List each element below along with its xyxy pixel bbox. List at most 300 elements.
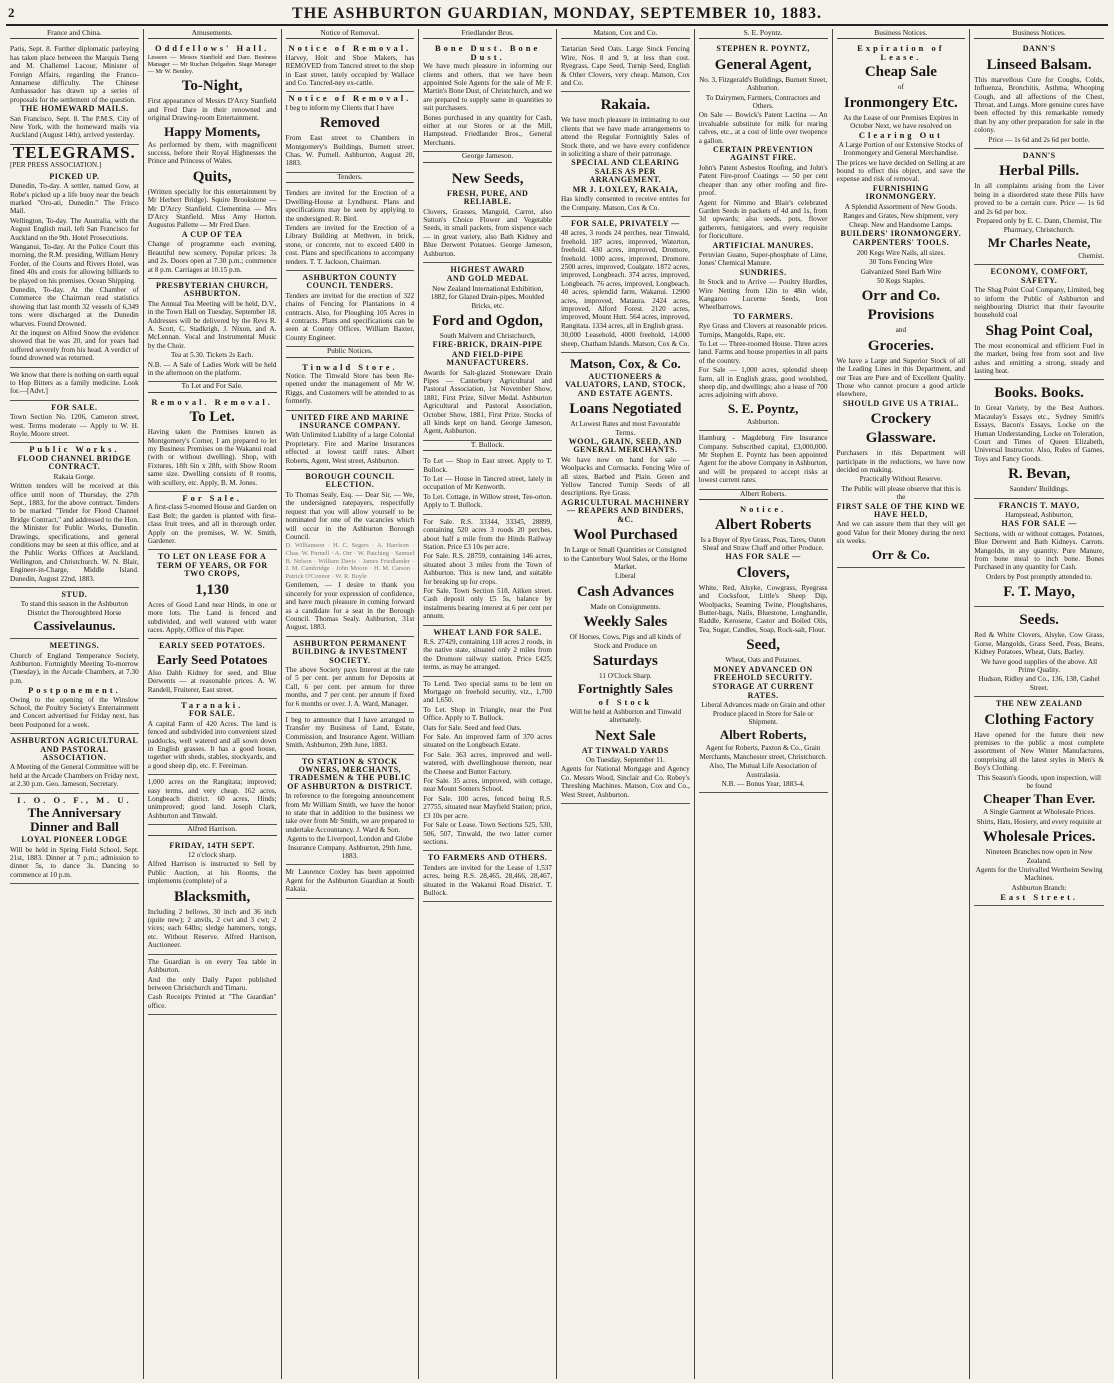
ad-presbyterian — [148, 279, 277, 382]
ad-text: This Season's Goods, upon inspection, will be found — [977, 773, 1101, 790]
ad-title: Saturdays — [592, 652, 658, 669]
ad-title: Clovers, — [736, 564, 790, 581]
columns — [6, 29, 1108, 1379]
ad-text: Will be held at Ashburton and Tinwald alternately. — [569, 707, 682, 725]
ad-bullock-tolet — [423, 454, 552, 514]
ad-text: For Sale. 363 acres, improved and well-watered, with dwellinghouse thereon, near the Cheese and Butter Factory. — [423, 750, 552, 776]
ad-title: General Agent, — [714, 56, 812, 73]
ad-text: Tenders are invited for the Erection of a Dwelling-House at Lyndhurst. Plans and specifications may be seen by applying to the undersigned. R. Bird. — [285, 189, 415, 223]
ad-text: This marvellous Cure for Coughs, Colds, Influenza, Bronchitis, Asthma, Whooping Cough, and all affections of the Chest, Throat, and Lungs. More genuine cures have been effected by this remarkable remedy than by any other preparation for sale in the colony. — [974, 75, 1104, 135]
ad-title: Early Seed Potatoes — [156, 651, 268, 667]
ad-shag-point-coal — [974, 265, 1104, 380]
ad-subheading: HAS FOR SALE — — [1001, 519, 1077, 529]
ad-blacksmith-auction — [148, 839, 277, 955]
ad-text: Tenders are invited for the Erection of a Library Building at Methven, in brick, stone, or concrete, not to exceed £400 in cost. Plans and specifications to accompany tenders. T. T. Jackson, Chairman. — [285, 223, 415, 266]
ad-text: To Let — Shop in East street. Apply to T. Bullock. — [423, 457, 552, 474]
ad-title: Cash Advances — [576, 583, 674, 600]
horse-name: Cassivelaunus. — [33, 618, 116, 634]
ad-text: Is a Buyer of Rye Grass, Peas, Tares, Oaten Sheaf and Straw Chaff and other Produce. — [700, 535, 826, 552]
ad-heading: Removal. Removal. — [151, 396, 273, 407]
ad-title: Albert Roberts, — [719, 727, 807, 743]
column-4 — [419, 29, 557, 1379]
ad-private-sale — [561, 217, 690, 353]
ad-heading: ECONOMY, COMFORT, SAFETY. — [990, 267, 1088, 285]
ad-subheading: AND FIELD-PIPE MANUFACTURERS. — [446, 349, 529, 368]
ad-text: Peruvian Guano, Super-phosphate of Lime, Jones' Chemical Manure. — [698, 250, 828, 268]
ad-text: To Dairymen, Farmers, Contractors and Others. — [705, 93, 821, 111]
ad-text: A Meeting of the General Committee will be held at the Arcade Chambers on Friday next, at 2.30 p.m. Geo. Jameson, Secretary. — [10, 763, 139, 789]
ad-subheading: TO FARMERS. — [733, 311, 794, 321]
ad-title: New Seeds, — [451, 170, 524, 187]
ad-text: Purchasers in this Department will participate in the reductions, we have now decided on making. — [836, 449, 966, 474]
ad-text: Liberal — [614, 572, 636, 581]
ad-title: Matson, Cox, & Co. — [570, 356, 681, 371]
ad-subheading: FIRST SALE OF THE KIND WE HAVE HELD, — [836, 501, 966, 520]
section-heading: To Let and For Sale. — [148, 382, 277, 392]
column-1 — [6, 29, 144, 1379]
ad-subheading: FLOOD CHANNEL BRIDGE CONTRACT. — [17, 453, 132, 472]
ad-text: The Shag Point Coal Company, Limited, beg to inform the Public of Ashburton and neighbouring District that their favourite household coal — [974, 286, 1104, 320]
ad-text: We have a Large and Superior Stock of all the Leading Lines in this Department, and our Teas are Pure and of Excellent Quality. Those who cannot procure a good article elsewhere, — [836, 356, 966, 399]
ad-heading: TO LET ON LEASE FOR A TERM OF YEARS, OR FOR TWO CROPS, — [156, 552, 268, 579]
ad-text: 50 Kegs Staples. — [876, 276, 925, 285]
ad-subheading: WOOL, GRAIN, SEED, AND GENERAL MERCHANTS. — [568, 437, 682, 455]
ad-text: To Thomas Sealy, Esq. — Dear Sir, — We, the undersigned ratepayers, respectfully request that you will allow yourself to be nominated for one of the vacancies which will occur in the Ashburton Borough Council. — [285, 490, 415, 541]
ad-coxley — [286, 865, 415, 898]
ad-hamburg-insurance — [699, 431, 828, 489]
ad-text: Notice. The Tinwald Store has been Re-opened under the management of Mr W. Riggs, and Customers will be attended to as formerly. — [285, 372, 415, 406]
ad-text: A Splendid Assortment of New Goods. — [844, 202, 957, 211]
ad-subheading: Rakaia Gorge. — [53, 472, 96, 481]
ad-title: Herbal Pills. — [999, 163, 1080, 180]
article-text: Wellington, To-day. The Australia, with the August English mail, left San Francisco for Auckland on the 9th. Hotel Prosecutions. — [10, 216, 139, 242]
ad-public-works — [10, 443, 139, 588]
ad-title: Cheap Sale — [864, 64, 937, 81]
ad-text: I beg to inform my Clients that I have — [285, 103, 395, 112]
ad-guardian — [148, 955, 277, 1015]
ad-dann-balsam — [974, 42, 1104, 149]
ad-title: Seeds. — [1019, 612, 1059, 629]
ad-title: Linseed Balsam. — [986, 56, 1092, 73]
press-association: [PER PRESS ASSOCIATION.] — [10, 161, 102, 170]
ad-text: Change of programme each evening. Beautiful new scenery. Popular prices: 3s and 2s. Doors open at 7.30 p.m.; commence at 8 p.m. Carriages at 10.15 p.m. — [147, 240, 277, 274]
ad-for-sale-acres — [148, 775, 277, 825]
ad-subheading: HAS FOR SALE — — [725, 552, 801, 562]
ad-title: Groceries. — [867, 337, 934, 354]
ad-rakaia — [561, 92, 690, 216]
ad-text: Town Section No. 1206, Cameron street, west. Terms moderate — Apply to W. H. Royle, Moore street. — [10, 413, 139, 439]
ad-title: Quits, — [192, 168, 232, 185]
ad-seeds-hudson — [974, 607, 1104, 697]
ad-text: For Sale or Lease. Town Sections 525, 530, 506, 507, Tinwald, the two latter corner sections. — [423, 821, 552, 846]
article-text: Dunedin, To-day. A settler, named Gow, at Robe's picked up a life buoy near the beach marked "Oro-ati, Dunedin." The Frisco Mail. — [10, 182, 139, 216]
ad-text: Hudson, Ridley and Co., 136, 138, Cashel Street. — [978, 675, 1100, 692]
column-2 — [144, 29, 282, 1379]
ad-heading: WHEAT LAND FOR SALE. — [433, 627, 542, 637]
article-text: San Francisco, Sept. 8. The P.M.S. City of New York, with the homeward mails via Auckland (August 14th), arrived yesterday. — [10, 114, 139, 140]
ad-mayo — [974, 499, 1104, 608]
ad-text: Tenders are invited for the Lease of 1,537 acres, being R.S. 28,465, 28,466, 28,467, situated in the Wakanui Road District. T. Bullock. — [423, 863, 552, 897]
ad-text: Owing to the opening of the Winslow School, the Poultry Society's Entertainment and Concert advertised for Friday next, has been Postponed for a week. — [10, 695, 139, 729]
ad-heading: EARLY SEED POTATOES. — [159, 641, 266, 651]
ad-text: To Let — House in Tancred street, lately in occupation of Mr Kenworth. — [423, 475, 552, 492]
ad-dann-pills — [974, 149, 1104, 265]
ad-for-sale-house — [148, 492, 277, 550]
ad-text: Tenders are invited for the erection of 322 chains of Fencing for Plantations in 4 contracts. Also, for Ploughing 105 Acres in 4 contracts. Plans and specifications can be seen at County Offices. William Baxter, County Engineer. — [285, 291, 415, 342]
ad-for-sale — [10, 401, 139, 444]
ad-title: The Anniversary Dinner and Ball — [27, 805, 122, 835]
ad-clothing-factory — [974, 697, 1104, 906]
ad-title: Clothing Factory — [984, 711, 1094, 728]
ad-title: Ford and Ogdon, — [432, 312, 543, 329]
ad-heading: Postponement. — [28, 685, 121, 696]
ad-heading: Notice of Removal. — [288, 93, 412, 104]
ad-text: Awards for Salt-glazed Stoneware Drain Pipes — Canterbury Agricultural and Pastoral Association, 1st November Show, 1881, First Prize, Silver Medal. Ashburton Agricultural and Pastoral Association, October Show, 1881, First Prize. Stocks of all kinds kept on hand. George Jameson, Agent, Ashburton. — [423, 368, 552, 436]
ad-subheading: East Street. — [1000, 892, 1079, 903]
ad-title: Ironmongery Etc. — [843, 94, 958, 111]
ad-united-insurance — [286, 411, 415, 470]
ad-county-council — [286, 271, 415, 347]
ad-heading: Public Works. — [29, 444, 120, 455]
ad-poyntz — [699, 42, 828, 431]
ad-text: To Let — Three-roomed House. Three acres land. Farms and house properties in all parts of the country. — [698, 340, 828, 365]
column-heading: Amusements. — [148, 29, 277, 39]
article-text: We know that there is nothing on earth equal to Hop Bitters as a family medicine. Look for.—[Advt.] — [10, 370, 139, 396]
ad-text: South Malvern and Christchurch, — [439, 331, 536, 340]
ad-heading: Notice of Removal. — [288, 43, 412, 54]
ad-title: Provisions — [867, 307, 935, 324]
signatories-list: D. Williamson · H. C. Segers · A. Harrison · Chas. W. Purnell · A. Orr · W. Patching · Samuel B. Nelson · William Davis · James Friedlander · J. M. Cambridge · John Moore · H. M. Carson · Patrick O'Connor · W. R. Boyle — [285, 542, 415, 580]
section-heading: Tenders. — [286, 173, 415, 183]
ad-text: A first-class 5-roomed House and Garden on East Belt; the garden is planted with first-class fruit trees, and all in thorough order. Apply on the premises, W. W. Smith, Gardener. — [147, 503, 277, 546]
section-heading: Albert Roberts. — [699, 490, 828, 500]
news-telegrams — [10, 170, 139, 368]
ad-heading: FRIDAY, 14TH SEPT. — [169, 840, 255, 850]
ad-title: Rakaia. — [600, 97, 651, 114]
ad-heading: Taranaki. — [180, 699, 244, 710]
column-heading: Business Notices. — [974, 29, 1104, 39]
ad-text: Bones purchased in any quantity for Cash, either at our Stores or at the Mill, Hampstead. Friedlander Bros., General Merchants. — [423, 113, 552, 147]
ad-heading: FRANCIS T. MAYO, — [998, 500, 1080, 510]
ad-heading: ASHBURTON PERMANENT BUILDING & INVESTMENT SOCIETY. — [292, 638, 408, 665]
ad-text: With Unlimited Liability of a large Colonial Proprietary. Fire and Marine Insurances effected at lowest tariff rates. Albert Roberts, Agent, West street, Ashburton. — [285, 431, 415, 465]
ad-text: Agents to the Liverpool, London and Globe Insurance Company. Ashburton, 29th June, 1883. — [286, 835, 413, 861]
ad-borough-election — [286, 470, 415, 637]
ad-title: Blacksmith, — [173, 888, 251, 905]
ad-removal-to-let — [148, 396, 277, 492]
ad-bullock-misc — [423, 677, 552, 852]
ad-orr-ironmongery — [837, 42, 966, 567]
ad-subheading: SUNDRIES. — [739, 267, 787, 277]
ad-text: Price — 1s 6d and 2s 6d per bottle. — [988, 135, 1090, 144]
ad-text: Wheat, Oats and Potatoes. — [725, 656, 801, 665]
ad-text: Having taken the Premises known as Montgomery's Corner, I am prepared to let my Business Premises on the Wakanui road (with or without dwelling). Shop, with Fixtures, 18ft 6in x 28ft, with Show Room same size. Dwelling consists of 8 rooms, with scullery, etc. Apply, B. M. Jones. — [147, 428, 277, 487]
ad-text: Clovers, Grasses, Mangold, Carrot, also Sutton's Choice Flower and Vegetable Seeds, in small packets, from sixpence each — in great variety, also Bath Kidney and Blue Derwent Potatoes. George Jameson, Ashburton. — [423, 207, 552, 258]
ad-text: Liberal Advances made on Grain and other Produce placed in Store for Sale or Shipment. — [701, 701, 825, 726]
ad-heading: Expiration of Lease. — [857, 43, 945, 62]
ad-text: Agent for Roberts, Paxton & Co., Grain Merchants, Manchester street, Christchurch. — [699, 744, 827, 761]
ad-text: To Let. Shop in Triangle, near the Post Office. Apply to T. Bullock. — [423, 705, 552, 723]
ad-text: Ashburton. — [747, 417, 780, 426]
ad-subheading: MONEY ADVANCED ON FREEHOLD SECURITY. — [713, 664, 813, 682]
ad-text: A Large Portion of our Extensive Stocks of Ironmongery and General Merchandise. — [838, 140, 963, 158]
ad-text: We have much pleasure in intimating to our clients that we have made arrangements to attend the Regular Fortnightly Sales of Stock there, and we have every confidence in soliciting a share of their patronage. — [561, 116, 690, 159]
ad-albert-roberts — [699, 503, 828, 793]
ad-text: The most economical and efficient Fuel in the market, being free from soot and live ashes and emitting a strong, steady and lasting heat. — [974, 341, 1104, 375]
ad-ford-ogdon — [423, 263, 552, 441]
ad-title: Albert Roberts — [715, 516, 812, 533]
ad-text: Ashburton Branch: — [1011, 883, 1067, 892]
ad-text: (Written specially for this entertainment by Mr Herbert Bridge). Squire Brookstone — Mr D'Arcy Stanfield. Clementina — Mrs D'Arcy Stanfield. Miss Amy Horton. Augustus Pallette — Mr Fred Dare. — [147, 187, 277, 230]
ad-text: Agent for Nimmo and Blair's celebrated Garden Seeds in packets of 4d and 1s, from 3d upwards; also seeds, pots, flower gatherers, fumigators, and every requisite for floriculture. — [698, 198, 828, 241]
ad-title: To-Night, — [181, 78, 243, 95]
ad-heading: PRESBYTERIAN CHURCH, ASHBURTON. — [156, 280, 269, 299]
ad-heading: DANN'S — [1022, 44, 1056, 54]
ad-text: 30,000 Leasehold, 4000 freehold, 14,000 sheep, Chatham Islands. Matson, Cox & Co. — [561, 331, 690, 348]
column-heading: France and China. — [10, 29, 139, 39]
ad-text: N.B. — Bonus Year, 1883-4. — [721, 780, 805, 789]
ad-text: In Stock and to Arrive — Poultry Hurdles, Wire Netting from 12in to 48in wide, Kangaroo Lucerne Seeds, Iron Wheelbarrows. — [698, 278, 828, 312]
ad-subheading: FIRE-BRICK, DRAIN-PIPE — [432, 340, 543, 350]
ad-heading: For Sale. — [182, 493, 242, 504]
ad-heading: AND GOLD MEDAL — [446, 274, 529, 284]
ad-text: New Zealand International Exhibition, 1882, for Glazed Drain-pipes, Moulded Bricks, etc. — [430, 284, 545, 310]
ad-text: Harvey, Hoit and Shoe Makers, has REMOVED from Tancred street to the shop in East street, lately occupied by Wallace and Co. Tancred-ney ex-cattle. — [285, 53, 415, 88]
ad-stud — [10, 588, 139, 639]
ad-text: John's Patent Asbestos Roofing, and John's Patent Fire-proof Coatings — 50 per cent cheaper than any other roofing and fire-proof. — [698, 163, 828, 198]
ad-removed — [286, 92, 415, 172]
ad-title: Loans Negotiated — [569, 401, 682, 418]
ad-text: A Single Garment at Wholesale Prices. — [983, 808, 1096, 817]
ad-text: To stand this season in the Ashburton District the Thoroughbred Horse — [20, 600, 129, 617]
ad-heading: HIGHEST AWARD — [450, 264, 525, 274]
ad-tenders — [286, 186, 415, 271]
ad-text: Have opened for the future their new premises to the public a most complete assortment of New Winter Manufactures, comprising all the latest styles in Men's & Boy's Clothing. — [974, 730, 1104, 773]
ad-lease — [148, 550, 277, 639]
article-heading: THE HOMEWARD MAILS. — [20, 104, 129, 114]
ad-text: Written tenders will be received at this office until noon of Thursday, the 27th Sept., 1883, for the above contract. Tenders to be marked "Tender for Flood Channel Bridge Contract," and addressed to the Hon. the Minister for Public Works, Dunedin. Drawings, specifications, and general conditions may be seen at this office, and at the Public Works Offices at Auckland, Wellington, and Christchurch. W. N. Blair, Engineer-in-Charge, Middle Island. Dunedin, August 22nd, 1883. — [10, 482, 139, 583]
ad-subheading: SPECIAL AND CLEARING SALES AS PER ARRANGEMENT. — [571, 158, 680, 185]
ad-text: For Sale. R.S. 33344, 33345, 28899, containing 520 acres 3 roods 20 perches, about half a mile from the Hinds Railway Station. Price £3 10s per acre. — [423, 517, 552, 551]
ad-text: From East street to Chambers in Montgomery's Buildings, Burnett street. Chas. W. Purnell. Ashburton, August 20, 1883. — [285, 134, 415, 168]
ad-title: Wholesale Prices. — [982, 829, 1096, 846]
news-france — [10, 42, 139, 144]
ad-text: Of Horses, Cows, Pigs and all kinds of Stock and Produce on — [569, 633, 682, 650]
section-heading: Alfred Harrison. — [148, 825, 277, 835]
ad-text: 48 acres, 3 roods 24 perches, near Tinwald, freehold. 187 acres, improved, Waterton, freehold. 430 acres, improved, Dromore, freehold. 1000 acres, improved, Dromore. 2500 acres, improved, Coalgate. 1872 acres, improved, Longbeach. 374 acres, improved, Longbeach. 76 acres, improved, Longbeach. 40 acres, splendid farm, Wakanui. 12900 acres, improved, Mataura. 2424 acres, improved, Alford Forest. 2120 acres, improved, Mount Hutt. 564 acres, improved, Rangitata. 1334 acres, all in English grass. — [561, 229, 690, 330]
ad-subheading: AGRICULTURAL MACHINERY — REAPERS AND BINDERS, &C. — [561, 497, 690, 524]
ad-heading: TO FARMERS AND OTHERS. — [427, 853, 548, 863]
ad-text: Alfred Harrison is instructed to Sell by Public Auction, at his Rooms, the implements (complete) of a — [147, 860, 277, 886]
ad-text: The above Society pays Interest at the rate of 5 per cent. per annum for Deposits at Call, 6 per cent. per annum for three months, and 7 per cent. per annum if fixed for 6 months or over. J. A. Ward, Manager. — [285, 665, 415, 708]
ad-subheading: MR J. LOXLEY, RAKAIA, — [572, 184, 679, 194]
ad-text: Has kindly consented to receive entries for the Company. Matson, Cox & Co. — [561, 195, 690, 212]
ad-text: Lessees — Messrs Stanfield and Dare. Business Manager — Mr Ruchan Delgadon. Stage Manager — Mr W. Bentley. — [147, 53, 277, 76]
ad-text: For Sale. 35 acres, improved, with cottage, near Mount Somers School. — [423, 777, 552, 794]
ad-text: Red & White Clovers, Alsyke, Cow Grass, Gorse, Mangolds, Grass Seed, Peas, Beans, Kidney Potatoes, Wheat, Oats, Barley. — [974, 631, 1104, 657]
ad-text: On Tuesday, September 11. — [585, 755, 665, 764]
ad-text: R.S. 27429, containing 118 acres 2 roods, in the native state, situated only 2 miles from the Dromore railway station. Price £425; terms, as may be arranged. — [423, 637, 552, 672]
ad-heading: FOR SALE. — [51, 402, 98, 412]
ad-heading: Bone Dust. Bone Dust. — [435, 43, 541, 62]
ad-text: N.B. — A Sale of Ladies Work will be held in the afternoon on the platform. — [147, 360, 277, 377]
column-6 — [695, 29, 833, 1379]
acres-figure: 1,130 — [195, 581, 229, 598]
ad-heading: FOR SALE, PRIVATELY — — [571, 218, 680, 228]
ad-text: I beg to announce that I have arranged to Transfer my Business of Land, Estate, Commission, and Insurance Agent. William Smith. Ashburton, 29th June, 1883. — [285, 715, 415, 750]
ad-text: Shirts, Hats, Hosiery, and every requisite at — [976, 817, 1102, 826]
ad-transfer — [286, 713, 415, 755]
ad-bullock-sales — [423, 515, 552, 626]
column-8 — [970, 29, 1108, 1379]
ad-subheading: of Stock — [598, 697, 653, 708]
ad-heading: ASHBURTON AGRICULTURAL AND PASTORAL ASSOCIATION. — [10, 736, 139, 763]
ad-text: Practically Without Reserve. — [859, 475, 943, 484]
ad-farmers-lease — [423, 851, 552, 902]
ad-text: of — [897, 83, 904, 92]
ad-bone-dust — [423, 42, 552, 152]
ad-title: Glassware. — [865, 430, 936, 447]
ad-title: Shag Point Coal, — [985, 322, 1093, 339]
ad-dinner-ball — [10, 794, 139, 884]
ad-text: To Lend. Two special sums to be lent on Mortgage on freehold security, viz., 1,700 and 1,650. — [423, 679, 552, 705]
ad-text: Cash Receipts Printed at "The Guardian" office. — [147, 993, 277, 1010]
ad-text: The Annual Tea Meeting will be held, D.V., in the Town Hall on Tuesday, September 18. Addresses will be delivered by the Revs R. A. Scott, C. Stadkrigh, J. Nixon, and A. McLennan. Vocal and Instrumental Music by the Choir. — [147, 299, 277, 350]
ad-text: Galvanized Steel Barb Wire — [860, 267, 942, 276]
ad-subheading: SHOULD GIVE US A TRIAL. — [842, 398, 959, 408]
ad-text: The Guardian is on every Tea table in Ashburton. — [147, 957, 277, 975]
ad-text: Including 2 bellows, 30 inch and 36 inch (quite new); 2 anvils, 2 cwt and 3 cwt; 2 vices; each 64lbs; sledge hammers, tongs, etc. Without Reserve. Alfred Harrison, Auctioneer. — [147, 907, 277, 950]
column-heading: Matson, Cox and Co. — [561, 29, 690, 39]
ad-text: No. 3, Fitzgerald's Buildings, Burnett Street, Ashburton. — [699, 75, 828, 93]
ad-text: For Sale. Town Section 518, Aitken street. Cash deposit only £5 5s, balance by instalments bearing interest at 6 per cent per annum. — [423, 586, 552, 621]
ad-title: S. E. Poyntz, — [727, 400, 799, 416]
ad-title: Happy Moments, — [164, 123, 261, 139]
ad-text: Ranges and Grates, New shipment, very Cheap. New and Handsome Lamps. — [843, 212, 959, 229]
ad-heading: MEETINGS. — [49, 641, 100, 651]
ad-subheading: AT TINWALD YARDS — [581, 745, 669, 755]
ad-text: Also Dahh Kidney for seed, and Blue Derwents — at reasonable prices. A. W. Randell, Fruiterer, East street. — [147, 668, 277, 694]
ad-text: At Lowest Rates and most Favourable Terms. — [570, 420, 681, 437]
ad-text: First appearance of Messrs D'Arcy Stanfield and Fred Dare in their renowned and original Drawing-room Entertainment. — [147, 97, 277, 123]
ad-title: Orr & Co. — [871, 546, 930, 562]
ad-text: 11 O'Clock Sharp. — [599, 671, 652, 680]
column-5 — [557, 29, 695, 1379]
ad-title: To Let. — [189, 409, 235, 426]
ad-text: We have now on hand for sale — Woolpacks and Cornsacks. Fencing Wire of all sizes, Barbed and Plain. Green and Yellow Tancred Turnip Seeds of all descriptions. Rye Grass. — [561, 455, 690, 498]
ad-heading: THE NEW ZEALAND — [995, 699, 1083, 709]
ad-taranaki — [148, 699, 277, 775]
ad-text: and — [895, 326, 907, 335]
ad-text: Saunders' Buildings. — [1009, 485, 1069, 494]
ad-potatoes — [148, 639, 277, 699]
section-heading: Public Notices. — [286, 347, 415, 357]
ad-text: A capital Farm of 420 Acres. The land is fenced and subdivided into convenient sized paddocks, well watered and all sown down in English grasses. It has a good house, together with sheds, stables, stockyards, and a good sheep dip, etc. F. Fereiman. — [147, 719, 277, 770]
ad-removal-notice — [286, 42, 415, 92]
ad-heading: Oddfellows' Hall. — [154, 43, 270, 54]
ad-text: Will be held in Spring Field School, Sept. 21st, 1883. Dinner at 7 p.m.; admission to dinner 5s, to dance 3s. Dancing to commence at 10 p.m. — [10, 845, 139, 879]
ad-title: Wool Purchased — [573, 527, 678, 544]
ad-text: Made on Consignments. — [590, 602, 661, 611]
section-heading: T. Bullock. — [423, 441, 552, 451]
ad-text: We have good supplies of the above. All Prime Quality. — [981, 657, 1098, 674]
ad-text: Hampstead, Ashburton, — [1005, 511, 1073, 520]
ad-text: The prices we have decided on Selling at are bound to effect this object, and save the expense and risk of removal. — [836, 158, 966, 184]
ad-text: And we can assure them that they will get good Value for their Money during the next six weeks. — [836, 520, 966, 546]
ad-text: As performed by them, with magnificent success, before their Royal Highnesses the Prince and Princess of Wales. — [147, 140, 277, 166]
ad-subheading: BUILDERS' IRONMONGERY. — [840, 228, 962, 238]
ad-title: Next Sale — [595, 727, 656, 744]
ad-heading: STEPHEN R. POYNTZ, — [716, 44, 810, 54]
ad-text: Orders by Post promptly attended to. — [986, 572, 1093, 581]
ad-text: 1,000 acres on the Rangitata; improved; easy terms, and very cheap. 162 acres, Longbeach district. 60 acres, Hinds; unimproved; good land. Joseph Clark, Ashburton and Tinwald. — [147, 778, 277, 820]
ad-wheat-land — [423, 626, 552, 677]
article-text: Wanganui, To-day. At the Police Court this morning, the R.M. presiding, William Henry Forder, of the Courts and Rivers Hotel, was fined 40s and costs for allowing billiards to be played on his premises. Ocean Shipping. — [10, 242, 139, 285]
ad-books — [974, 380, 1104, 498]
ad-title: Removed — [319, 115, 380, 132]
ad-text: We have much pleasure in informing our clients and others, that we have been appointed Sole Agents for the sale of Mr F. Martin's Bone Dust, of Christchurch, and we are prepared to supply same in quantities to suit purchasers. — [423, 62, 552, 113]
ad-text: And the only Daily Paper published between Christchurch and Timaru. — [147, 975, 277, 992]
ad-text: Rye Grass and Clovers at reasonable prices. Turnips, Mangolds, Rape, etc. — [698, 322, 828, 339]
telegrams-heading: TELEGRAMS. — [12, 142, 136, 162]
column-heading: Business Notices. — [837, 29, 966, 39]
ad-text: For Sale. An improved farm of 370 acres situated on the Longbeach Estate. — [423, 733, 552, 750]
ad-subheading: A CUP OF TEA — [181, 229, 243, 239]
ad-station-owners — [286, 755, 415, 866]
ad-text: Hamburg - Magdeburg Fire Insurance Company. Subscribed capital, £3,000,000. Mr Stephen E. Poyntz has been appointed Agent for the above Company in Ashburton, and will be prepared to accept risks at lowest current rates. — [698, 434, 828, 485]
ad-text: The Public will please observe that this is the — [841, 484, 961, 502]
ad-text: 200 Kegs Wire Nails, all sizes. — [856, 248, 946, 257]
ad-text: In Large or Small Quantities or Consigned to the Canterbury Wool Sales, or the Home Market. — [563, 546, 688, 571]
ad-seed-oats — [561, 42, 690, 92]
ad-subheading: Clearing Out — [858, 130, 943, 141]
ad-text: Acres of Good Land near Hinds, in one or more lots. The Land is fenced and subdivided, and well watered with water races. Apply, Office of this Paper. — [147, 600, 277, 634]
ad-text: For Sale. R.S. 28759, containing 146 acres, situated about 3 miles from the Town of Ashburton. This is new land, and suitable for breaking up for crops. — [423, 552, 552, 586]
ad-heading: BOROUGH COUNCIL ELECTION. — [305, 472, 395, 490]
ad-title: Cheaper Than Ever. — [983, 791, 1096, 807]
ad-text: 12 o'clock sharp. — [187, 851, 237, 860]
ad-text: In Great Variety, by the Best Authors. Macaulay's Essays etc., Sydney Smith's Essays, Bacon's Essays, Locke on the Human Understanding, Locke on Toleration, Court and Times of Queen Elizabeth, Universal Instructor. Also, Rules of Games, Toys and Fancy Goods. — [974, 404, 1104, 463]
ad-text: For Sale — 1,000 acres, splendid sheep farm, all in English grass, good woolshed, sheep dip, and dwellings; also a lease of 700 acres adjoining with above. — [698, 366, 828, 400]
ad-text: For Sale. 100 acres, fenced being R.S. 27755, situated near Mayfield Station; price, £3 10s per acre. — [423, 794, 552, 820]
ad-heading: DANN'S — [1022, 151, 1056, 161]
ad-text: Chemist. — [1078, 251, 1104, 260]
section-heading: George Jameson. — [423, 152, 552, 162]
article-text: Paris, Sept. 8. Further diplomatic parleying has taken place between the Marquis Tseng and M. Challemel Lacour, Minister of Foreign Affairs, regarding the Franco-Annamese difficulty. The Chinese Ambassador has drawn up a series of proposals for the settlement of the question. — [10, 45, 139, 104]
ad-subheading: FURNISHING IRONMONGERY. — [865, 183, 937, 202]
article-text: At the inquest on Alfred Snow the evidence showed that he was 20, and for years had suffered severely from his head. A verdict of found drowned was returned. — [10, 329, 139, 363]
ad-text: Agents for the Unrivalled Wertheim Sewing Machines. — [975, 866, 1103, 883]
ad-building-society — [286, 637, 415, 713]
ad-meetings — [10, 639, 139, 734]
ad-subheading: LOYAL PIONEER LODGE — [21, 835, 128, 845]
ad-text: Sections, with or without cottages. Potatoes, Blue Derwent and Bath Kidneys. Carrots. Mangolds, in any quantity. Pure Manure, from bone meal to inch bone. Bones Purchased in any quantity for Cash. — [974, 529, 1104, 572]
ad-subheading: FRESH, PURE, AND RELIABLE. — [446, 188, 529, 207]
ad-title: Fortnightly Sales — [577, 681, 673, 697]
newspaper-title: THE ASHBURTON GUARDIAN, MONDAY, SEPTEMBER 10, 1883. — [292, 5, 822, 22]
ad-text: Also, The Mutual Life Association of Australasia. — [709, 762, 817, 779]
ad-text: Nineteen Branches now open in New Zealand. — [985, 848, 1093, 865]
ad-text: 30 Tons Fencing Wire — [869, 258, 933, 267]
ad-heading: ASHBURTON COUNTY COUNCIL TENDERS. — [302, 272, 398, 291]
ad-new-seeds — [423, 166, 552, 263]
ad-subheading: STORAGE AT CURRENT RATES. — [712, 682, 814, 700]
ad-text: White, Red, Alsyke, Cowgrass, Ryegrass and Cocksfoot, Little's Sheep Dip, Woolpacks, Seaming Twine, Ploughshares, Butter-bags, Nails, Bluestone, Longhandle, Raddle, Kerosene, Castor and Boiled Oils, Tea, Sugar, Candles, Soap, Rock-salt, Flour. — [698, 583, 828, 634]
column-heading: S. E. Poyntz. — [699, 29, 828, 39]
ad-text: As the Lease of our Premises Expires in October Next, we have resolved on — [843, 113, 959, 131]
article-heading: PICKED UP. — [49, 171, 100, 181]
column-7 — [833, 29, 971, 1379]
